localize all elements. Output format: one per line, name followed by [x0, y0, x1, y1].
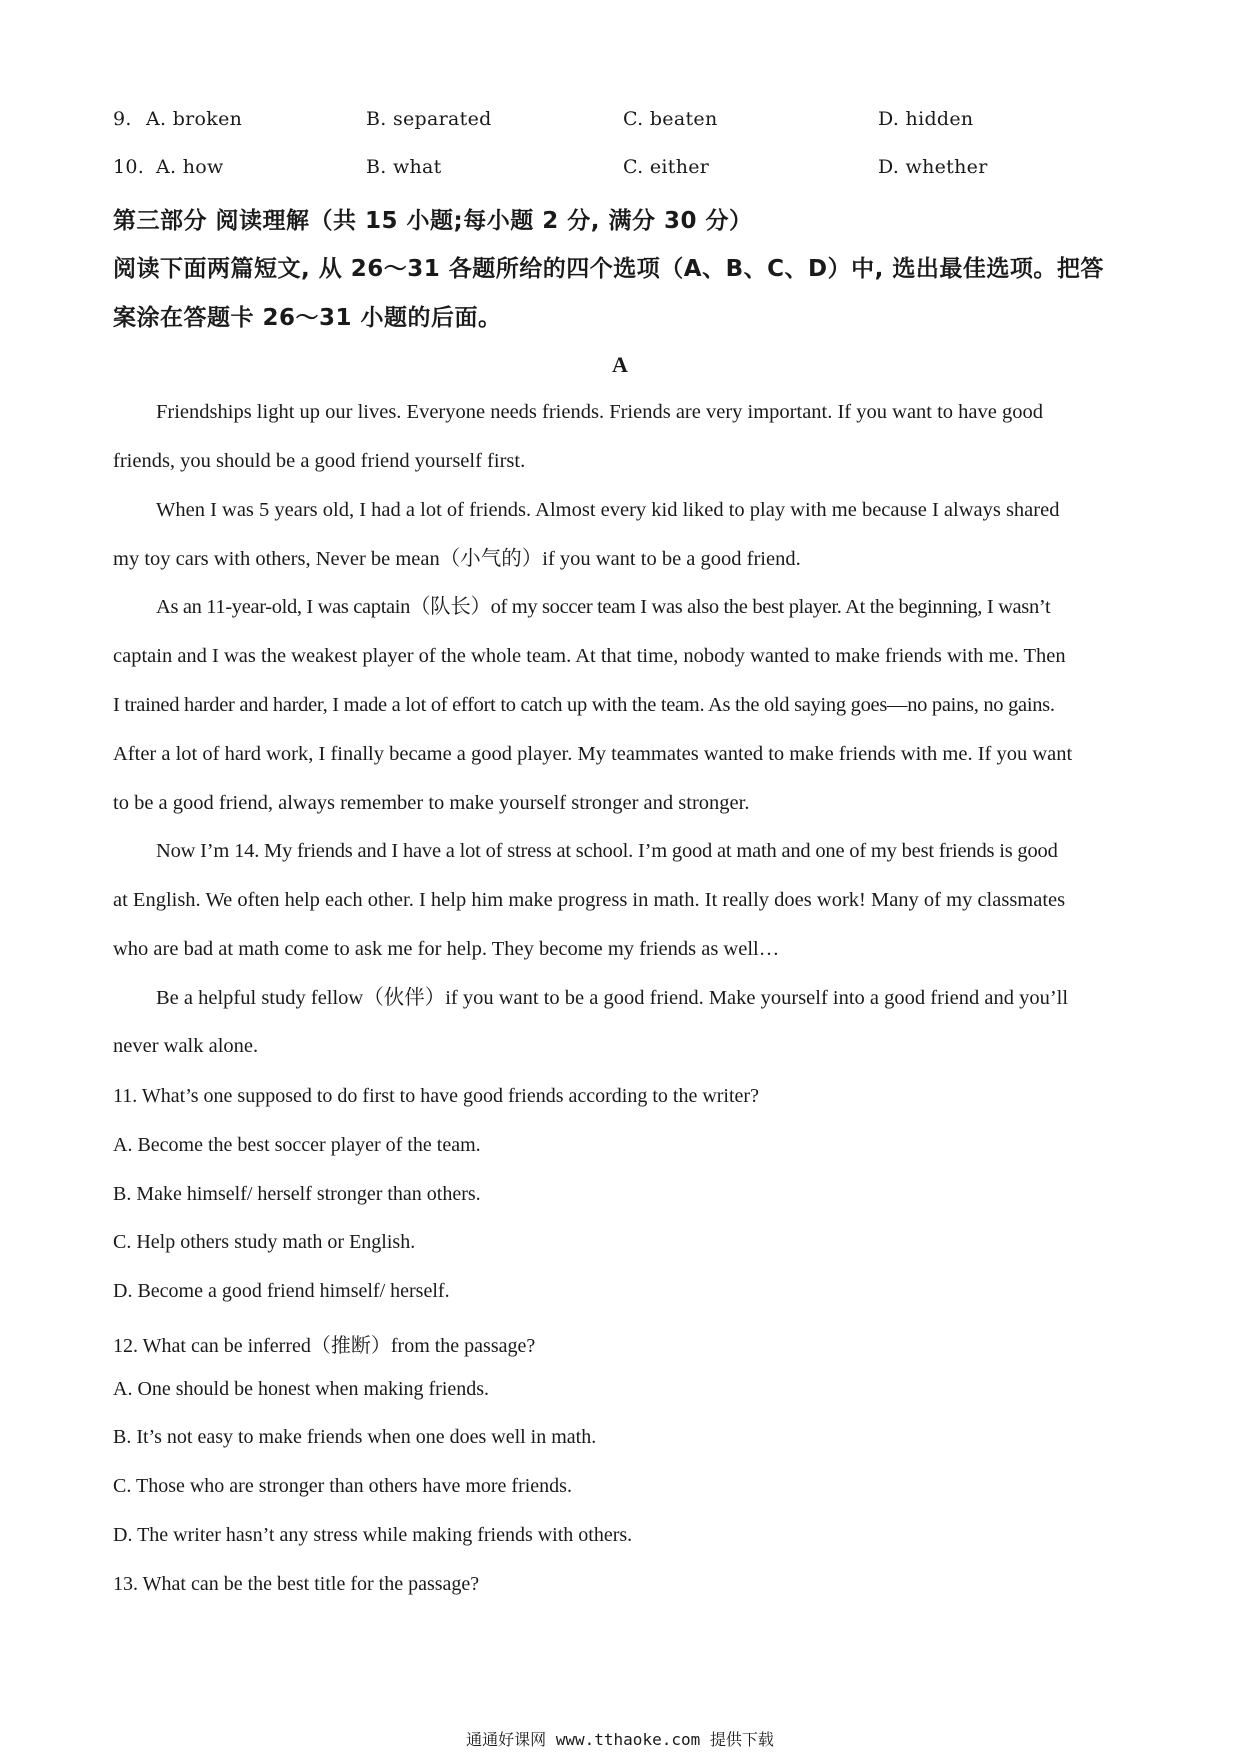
passage-line: I trained harder and harder, I made a lot of effort to catch up with the team. As the old saying goes—no pains, no gains.	[113, 694, 1055, 716]
passage-label: A	[612, 352, 628, 377]
answer-option: A. One should be honest when making friends.	[113, 1378, 490, 1400]
answer-option: A. Become the best soccer player of the team.	[113, 1134, 481, 1156]
passage-line: who are bad at math come to ask me for help. They become my friends as well…	[113, 938, 780, 960]
question-stem: 11. What’s one supposed to do first to have good friends according to the writer?	[113, 1085, 759, 1107]
answer-option: D. Become a good friend himself/ herself.	[113, 1280, 450, 1302]
question-number: 10.	[113, 156, 145, 178]
answer-option: B. Make himself/ herself stronger than others.	[113, 1183, 481, 1205]
passage-line: captain and I was the weakest player of the whole team. At that time, nobody wanted to make friends with me. Then	[113, 645, 1066, 667]
passage-line: my toy cars with others, Never be mean（小气的）if you want to be a good friend.	[113, 548, 801, 570]
question-stem: 13. What can be the best title for the passage?	[113, 1573, 480, 1595]
answer-option: D. The writer hasn’t any stress while making friends with others.	[113, 1524, 633, 1546]
option-d: D. hidden	[878, 108, 974, 130]
answer-option: C. Those who are stronger than others have more friends.	[113, 1475, 572, 1497]
option-b: B. separated	[366, 108, 492, 130]
passage-line: Now I’m 14. My friends and I have a lot of stress at school. I’m good at math and one of my best friends is good	[156, 840, 1058, 862]
passage-line: Friendships light up our lives. Everyone needs friends. Friends are very important. If you want to have good	[156, 401, 1044, 423]
question-number: 9.	[113, 108, 132, 130]
passage-line: never walk alone.	[113, 1035, 259, 1057]
passage-line: to be a good friend, always remember to make yourself stronger and stronger.	[113, 792, 750, 814]
section-title: 第三部分 阅读理解（共 15 小题;每小题 2 分, 满分 30 分）	[113, 208, 753, 234]
option-a: A. how	[156, 156, 224, 178]
option-d: D. whether	[878, 156, 988, 178]
answer-option: B. It’s not easy to make friends when one does well in math.	[113, 1426, 597, 1448]
option-c: C. beaten	[623, 108, 718, 130]
option-a: A. broken	[146, 108, 243, 130]
section-instruction-line2: 案涂在答题卡 26～31 小题的后面。	[113, 305, 502, 331]
answer-option: C. Help others study math or English.	[113, 1231, 416, 1253]
section-instruction-line1: 阅读下面两篇短文, 从 26～31 各题所给的四个选项（A、B、C、D）中, 选出最佳选项。把答	[113, 256, 1104, 282]
option-b: B. what	[366, 156, 442, 178]
passage-line: Be a helpful study fellow（伙伴）if you want to be a good friend. Make yourself into a good friend and you’ll	[156, 987, 1069, 1009]
passage-line: As an 11-year-old, I was captain（队长）of my soccer team I was also the best player. At the beginning, I wasn’t	[156, 596, 1051, 618]
option-c: C. either	[623, 156, 710, 178]
passage-line: After a lot of hard work, I finally became a good player. My teammates wanted to make friends with me. If you want	[113, 743, 1073, 765]
passage-line: at English. We often help each other. I help him make progress in math. It really does work! Many of my classmates	[113, 889, 1066, 911]
passage-line: When I was 5 years old, I had a lot of friends. Almost every kid liked to play with me because I always shared	[156, 499, 1060, 521]
page-footer: 通通好课网 www.tthaoke.com 提供下载	[466, 1730, 774, 1749]
passage-line: friends, you should be a good friend yourself first.	[113, 450, 526, 472]
question-stem: 12. What can be inferred（推断）from the passage?	[113, 1335, 536, 1357]
